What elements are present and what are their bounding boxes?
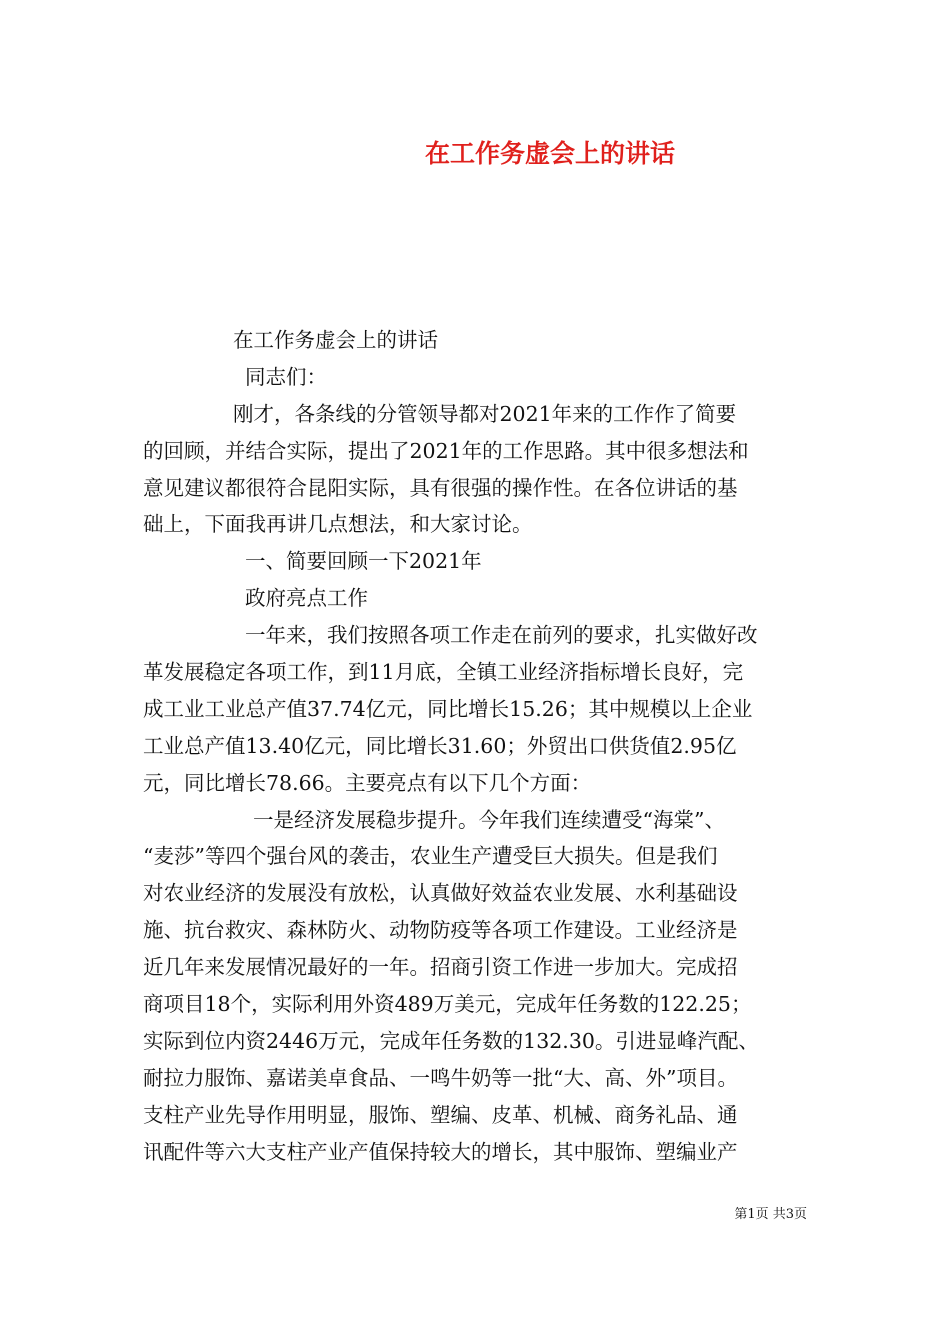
text-line: 施、抗台救灾、森林防火、动物防疫等各项工作建设。工业经济是 bbox=[143, 918, 738, 943]
document-body bbox=[143, 322, 807, 1170]
text-line: 一年来，我们按照各项工作走在前列的要求，扎实做好改 bbox=[245, 623, 758, 648]
text-line: 同志们： bbox=[245, 364, 327, 389]
text-line: 刚才，各条线的分管领导都对2021年来的工作作了简要 bbox=[233, 401, 737, 426]
text-line: 对农业经济的发展没有放松，认真做好效益农业发展、水利基础设 bbox=[143, 881, 738, 906]
text-line: 一是经济发展稳步提升。今年我们连续遭受“海棠”、 bbox=[253, 807, 725, 832]
text-line: 耐拉力服饰、嘉诺美卓食品、一鸣牛奶等一批“大、高、外”项目。 bbox=[143, 1065, 738, 1090]
text-line: 一、简要回顾一下2021年 bbox=[245, 549, 482, 574]
text-line: 在工作务虚会上的讲话 bbox=[233, 328, 438, 352]
text-line: 革发展稳定各项工作，到11月底，全镇工业经济指标增长良好，完 bbox=[143, 660, 744, 685]
text-line: 工业总产值13.40亿元，同比增长31.60；外贸出口供货值2.95亿 bbox=[143, 733, 737, 758]
text-line: 元，同比增长78.66。主要亮点有以下几个方面： bbox=[143, 770, 592, 795]
text-line: “麦莎”等四个强台风的袭击，农业生产遭受巨大损失。但是我们 bbox=[143, 844, 718, 869]
document-title: 在工作务虚会上的讲话 bbox=[424, 139, 675, 168]
text-line: 政府亮点工作 bbox=[245, 586, 368, 611]
page-number: 第1页 共3页 bbox=[734, 1207, 807, 1222]
text-line: 意见建议都很符合昆阳实际，具有很强的操作性。在各位讲话的基 bbox=[143, 475, 738, 500]
text-line: 成工业工业总产值37.74亿元，同比增长15.26；其中规模以上企业 bbox=[143, 696, 753, 721]
text-line: 支柱产业先导作用明显，服饰、塑编、皮革、机械、商务礼品、通 bbox=[143, 1102, 738, 1127]
text-line: 实际到位内资2446万元，完成年任务数的132.30。引进显峰汽配、 bbox=[143, 1028, 759, 1053]
text-line: 础上，下面我再讲几点想法，和大家讨论。 bbox=[143, 512, 533, 537]
text-line: 商项目18个，实际利用外资489万美元，完成年任务数的122.25； bbox=[143, 992, 752, 1017]
text-line: 近几年来发展情况最好的一年。招商引资工作进一步加大。完成招 bbox=[143, 955, 738, 980]
text-line: 的回顾，并结合实际，提出了2021年的工作思路。其中很多想法和 bbox=[143, 438, 749, 463]
text-line: 讯配件等六大支柱产业产值保持较大的增长，其中服饰、塑编业产 bbox=[143, 1139, 738, 1164]
